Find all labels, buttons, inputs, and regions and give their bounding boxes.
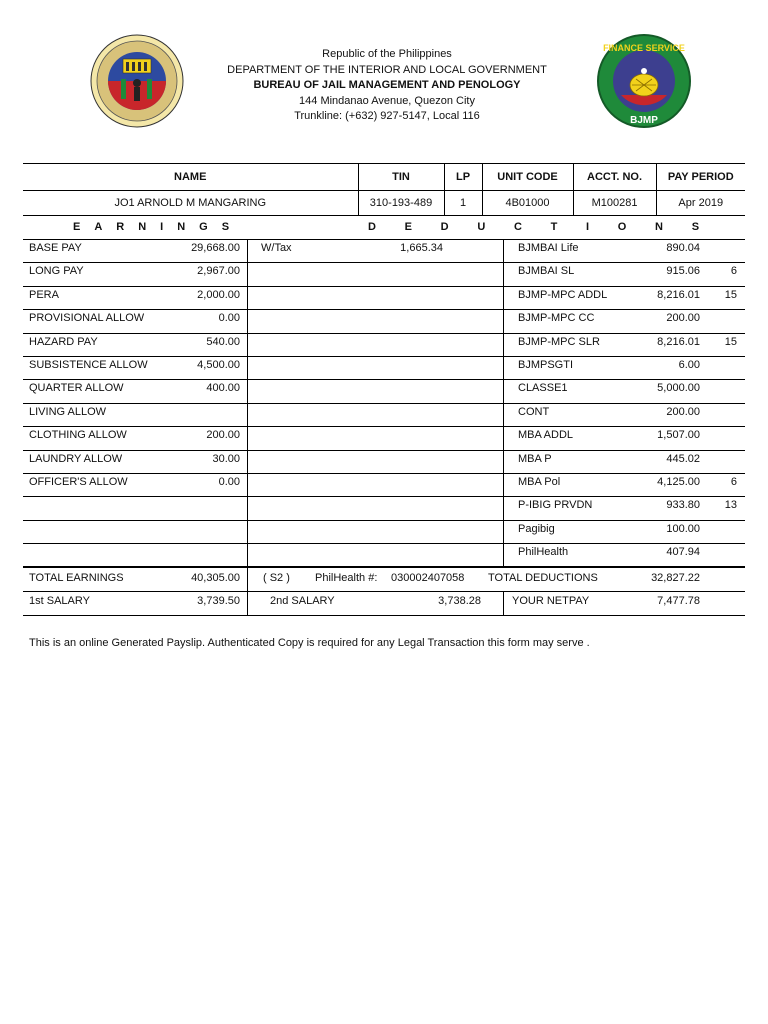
- deduction-amount: 100.00: [666, 522, 700, 535]
- column-rule: [247, 404, 248, 427]
- line-item-row: [23, 451, 745, 474]
- deduction-amount: 933.80: [666, 499, 700, 512]
- lp-value: 1: [444, 191, 482, 216]
- bureau-line: BUREAU OF JAIL MANAGEMENT AND PENOLOGY: [253, 79, 521, 92]
- column-rule: [247, 451, 248, 474]
- column-rule: [503, 357, 504, 380]
- earning-amount: 540.00: [206, 335, 240, 348]
- deduction-label: MBA P: [518, 452, 552, 465]
- earning-amount: 400.00: [206, 382, 240, 395]
- section-title-row: [23, 216, 745, 240]
- earning-amount: 4,500.00: [197, 358, 240, 371]
- column-rule: [503, 521, 504, 544]
- deduction-count: 6: [730, 475, 737, 488]
- salary-row: [23, 592, 745, 616]
- netpay-value: 7,477.78: [657, 595, 700, 608]
- first-salary-value: 3,739.50: [197, 595, 240, 608]
- earning-label: CLOTHING ALLOW: [29, 429, 127, 442]
- disclaimer-note: This is an online Generated Payslip. Authenticated Copy is required for any Legal Transaction this form may serve .: [29, 637, 590, 649]
- second-salary-value: 3,738.28: [438, 595, 481, 608]
- deduction-label: BJMP-MPC CC: [518, 312, 595, 325]
- line-items: [23, 240, 745, 567]
- republic-line: Republic of the Philippines: [322, 48, 452, 60]
- line-item-row: [23, 240, 745, 263]
- employee-header-row: [23, 164, 745, 191]
- column-rule: [503, 334, 504, 357]
- column-rule: [247, 427, 248, 450]
- total-deductions-value: 32,827.22: [651, 572, 700, 585]
- letterhead: [180, 47, 594, 125]
- deduction-label: CONT: [518, 405, 550, 418]
- earning-label: PERA: [29, 288, 59, 301]
- deduction-amount: 200.00: [666, 405, 700, 418]
- deduction-amount: 6.00: [678, 358, 700, 371]
- column-rule: [247, 474, 248, 497]
- column-rule: [503, 497, 504, 520]
- deduction-amount: 1,507.00: [657, 429, 700, 442]
- second-salary-label: 2nd SALARY: [270, 595, 335, 608]
- tax-amount: 1,665.34: [400, 242, 443, 254]
- line-item-row: [23, 380, 745, 403]
- deduction-label: P-IBIG PRVDN: [518, 499, 593, 512]
- column-rule: [247, 263, 248, 286]
- deduction-label: Pagibig: [518, 522, 555, 535]
- earning-label: LAUNDRY ALLOW: [29, 452, 123, 465]
- column-rule: [247, 521, 248, 544]
- deduction-amount: 445.02: [666, 452, 700, 465]
- payslip-sheet: [23, 163, 745, 616]
- employee-value-row: [23, 191, 745, 216]
- philhealth-number-label: PhilHealth #:: [315, 572, 378, 585]
- earning-label: OFFICER'S ALLOW: [29, 475, 128, 488]
- earning-amount: 29,668.00: [191, 242, 240, 254]
- earning-label: LONG PAY: [29, 265, 84, 278]
- column-rule: [247, 544, 248, 567]
- line-item-row: [23, 404, 745, 427]
- totals-row: [23, 567, 745, 592]
- earning-label: HAZARD PAY: [29, 335, 98, 348]
- deduction-amount: 8,216.01: [657, 288, 700, 301]
- earning-label: LIVING ALLOW: [29, 405, 107, 418]
- line-item-row: [23, 474, 745, 497]
- pay-period-header: PAY PERIOD: [656, 164, 745, 191]
- line-item-row: [23, 287, 745, 310]
- column-rule: [503, 427, 504, 450]
- s2-label: ( S2 ): [263, 572, 290, 585]
- earning-label: QUARTER ALLOW: [29, 382, 124, 395]
- philhealth-number: 030002407058: [391, 572, 465, 585]
- deduction-label: BJMBAI SL: [518, 265, 575, 278]
- column-rule: [247, 592, 248, 615]
- column-rule: [247, 287, 248, 310]
- column-rule: [503, 451, 504, 474]
- pay-period-value: Apr 2019: [656, 191, 745, 216]
- column-rule: [503, 310, 504, 333]
- column-rule: [503, 474, 504, 497]
- deduction-amount: 8,216.01: [657, 335, 700, 348]
- employee-info-table: [23, 163, 745, 216]
- column-rule: [503, 240, 504, 263]
- acct-no-header: ACCT. NO.: [573, 164, 656, 191]
- deduction-label: PhilHealth: [518, 546, 569, 559]
- acct-no-value: M100281: [573, 191, 656, 216]
- deduction-amount: 5,000.00: [657, 382, 700, 395]
- deduction-label: BJMP-MPC ADDL: [518, 288, 608, 301]
- deduction-label: MBA ADDL: [518, 429, 574, 442]
- line-item-row: [23, 357, 745, 380]
- total-earnings-value: 40,305.00: [191, 572, 240, 585]
- column-rule: [247, 357, 248, 380]
- line-item-row: [23, 334, 745, 357]
- finance-service-logo: [596, 33, 692, 129]
- deduction-count: 15: [724, 288, 737, 301]
- line-item-row: [23, 310, 745, 333]
- bjmp-logo-text: BJMP: [630, 115, 658, 126]
- deduction-label: BJMBAI Life: [518, 242, 579, 254]
- unit-code-value: 4B01000: [482, 191, 573, 216]
- column-rule: [503, 287, 504, 310]
- earning-label: BASE PAY: [29, 242, 82, 254]
- earning-label: PROVISIONAL ALLOW: [29, 312, 145, 325]
- column-rule: [503, 592, 504, 615]
- column-rule: [247, 568, 248, 591]
- name-header: NAME: [23, 164, 358, 191]
- deduction-label: BJMP-MPC SLR: [518, 335, 600, 348]
- column-rule: [247, 240, 248, 263]
- column-rule: [247, 380, 248, 403]
- finance-service-logo-text: FINANCE SERVICE: [603, 43, 685, 53]
- deduction-label: BJMPSGTI: [518, 358, 574, 371]
- bjmp-seal-logo: [89, 33, 185, 129]
- column-rule: [503, 404, 504, 427]
- column-rule: [503, 263, 504, 286]
- earning-amount: 2,967.00: [197, 265, 240, 278]
- unit-code-header: UNIT CODE: [482, 164, 573, 191]
- deduction-label: CLASSE1: [518, 382, 568, 395]
- tin-header: TIN: [358, 164, 444, 191]
- column-rule: [247, 497, 248, 520]
- department-line: DEPARTMENT OF THE INTERIOR AND LOCAL GOVERNMENT: [227, 63, 547, 76]
- column-rule: [503, 380, 504, 403]
- earning-amount: 0.00: [218, 475, 240, 488]
- first-salary-label: 1st SALARY: [29, 595, 90, 608]
- tax-label: W/Tax: [261, 242, 292, 254]
- deduction-amount: 407.94: [666, 546, 700, 559]
- netpay-label: YOUR NETPAY: [512, 595, 590, 608]
- earning-label: SUBSISTENCE ALLOW: [29, 358, 148, 371]
- earning-amount: 2,000.00: [197, 288, 240, 301]
- earning-amount: 0.00: [218, 312, 240, 325]
- deduction-amount: 890.04: [666, 242, 700, 254]
- deduction-count: 15: [724, 335, 737, 348]
- address-line: 144 Mindanao Avenue, Quezon City: [299, 94, 475, 107]
- lp-header: LP: [444, 164, 482, 191]
- line-item-row: [23, 521, 745, 544]
- line-item-row: [23, 544, 745, 567]
- deduction-amount: 200.00: [666, 312, 700, 325]
- column-rule: [247, 334, 248, 357]
- earning-amount: 200.00: [206, 429, 240, 442]
- line-item-row: [23, 263, 745, 286]
- line-item-row: [23, 427, 745, 450]
- deduction-count: 6: [730, 265, 737, 278]
- column-rule: [247, 310, 248, 333]
- total-earnings-label: TOTAL EARNINGS: [29, 572, 124, 585]
- column-rule: [503, 544, 504, 567]
- deduction-count: 13: [724, 499, 737, 512]
- employee-name: JO1 ARNOLD M MANGARING: [23, 191, 358, 216]
- trunkline-line: Trunkline: (+632) 927-5147, Local 116: [294, 110, 480, 123]
- deduction-amount: 4,125.00: [657, 475, 700, 488]
- deduction-label: MBA Pol: [518, 475, 561, 488]
- tin-value: 310-193-489: [358, 191, 444, 216]
- earning-amount: 30.00: [212, 452, 240, 465]
- total-deductions-label: TOTAL DEDUCTIONS: [488, 572, 598, 585]
- deduction-amount: 915.06: [666, 265, 700, 278]
- line-item-row: [23, 497, 745, 520]
- deductions-title: DEDUCTIONS: [368, 221, 728, 233]
- earnings-title: EARNINGS: [73, 221, 244, 233]
